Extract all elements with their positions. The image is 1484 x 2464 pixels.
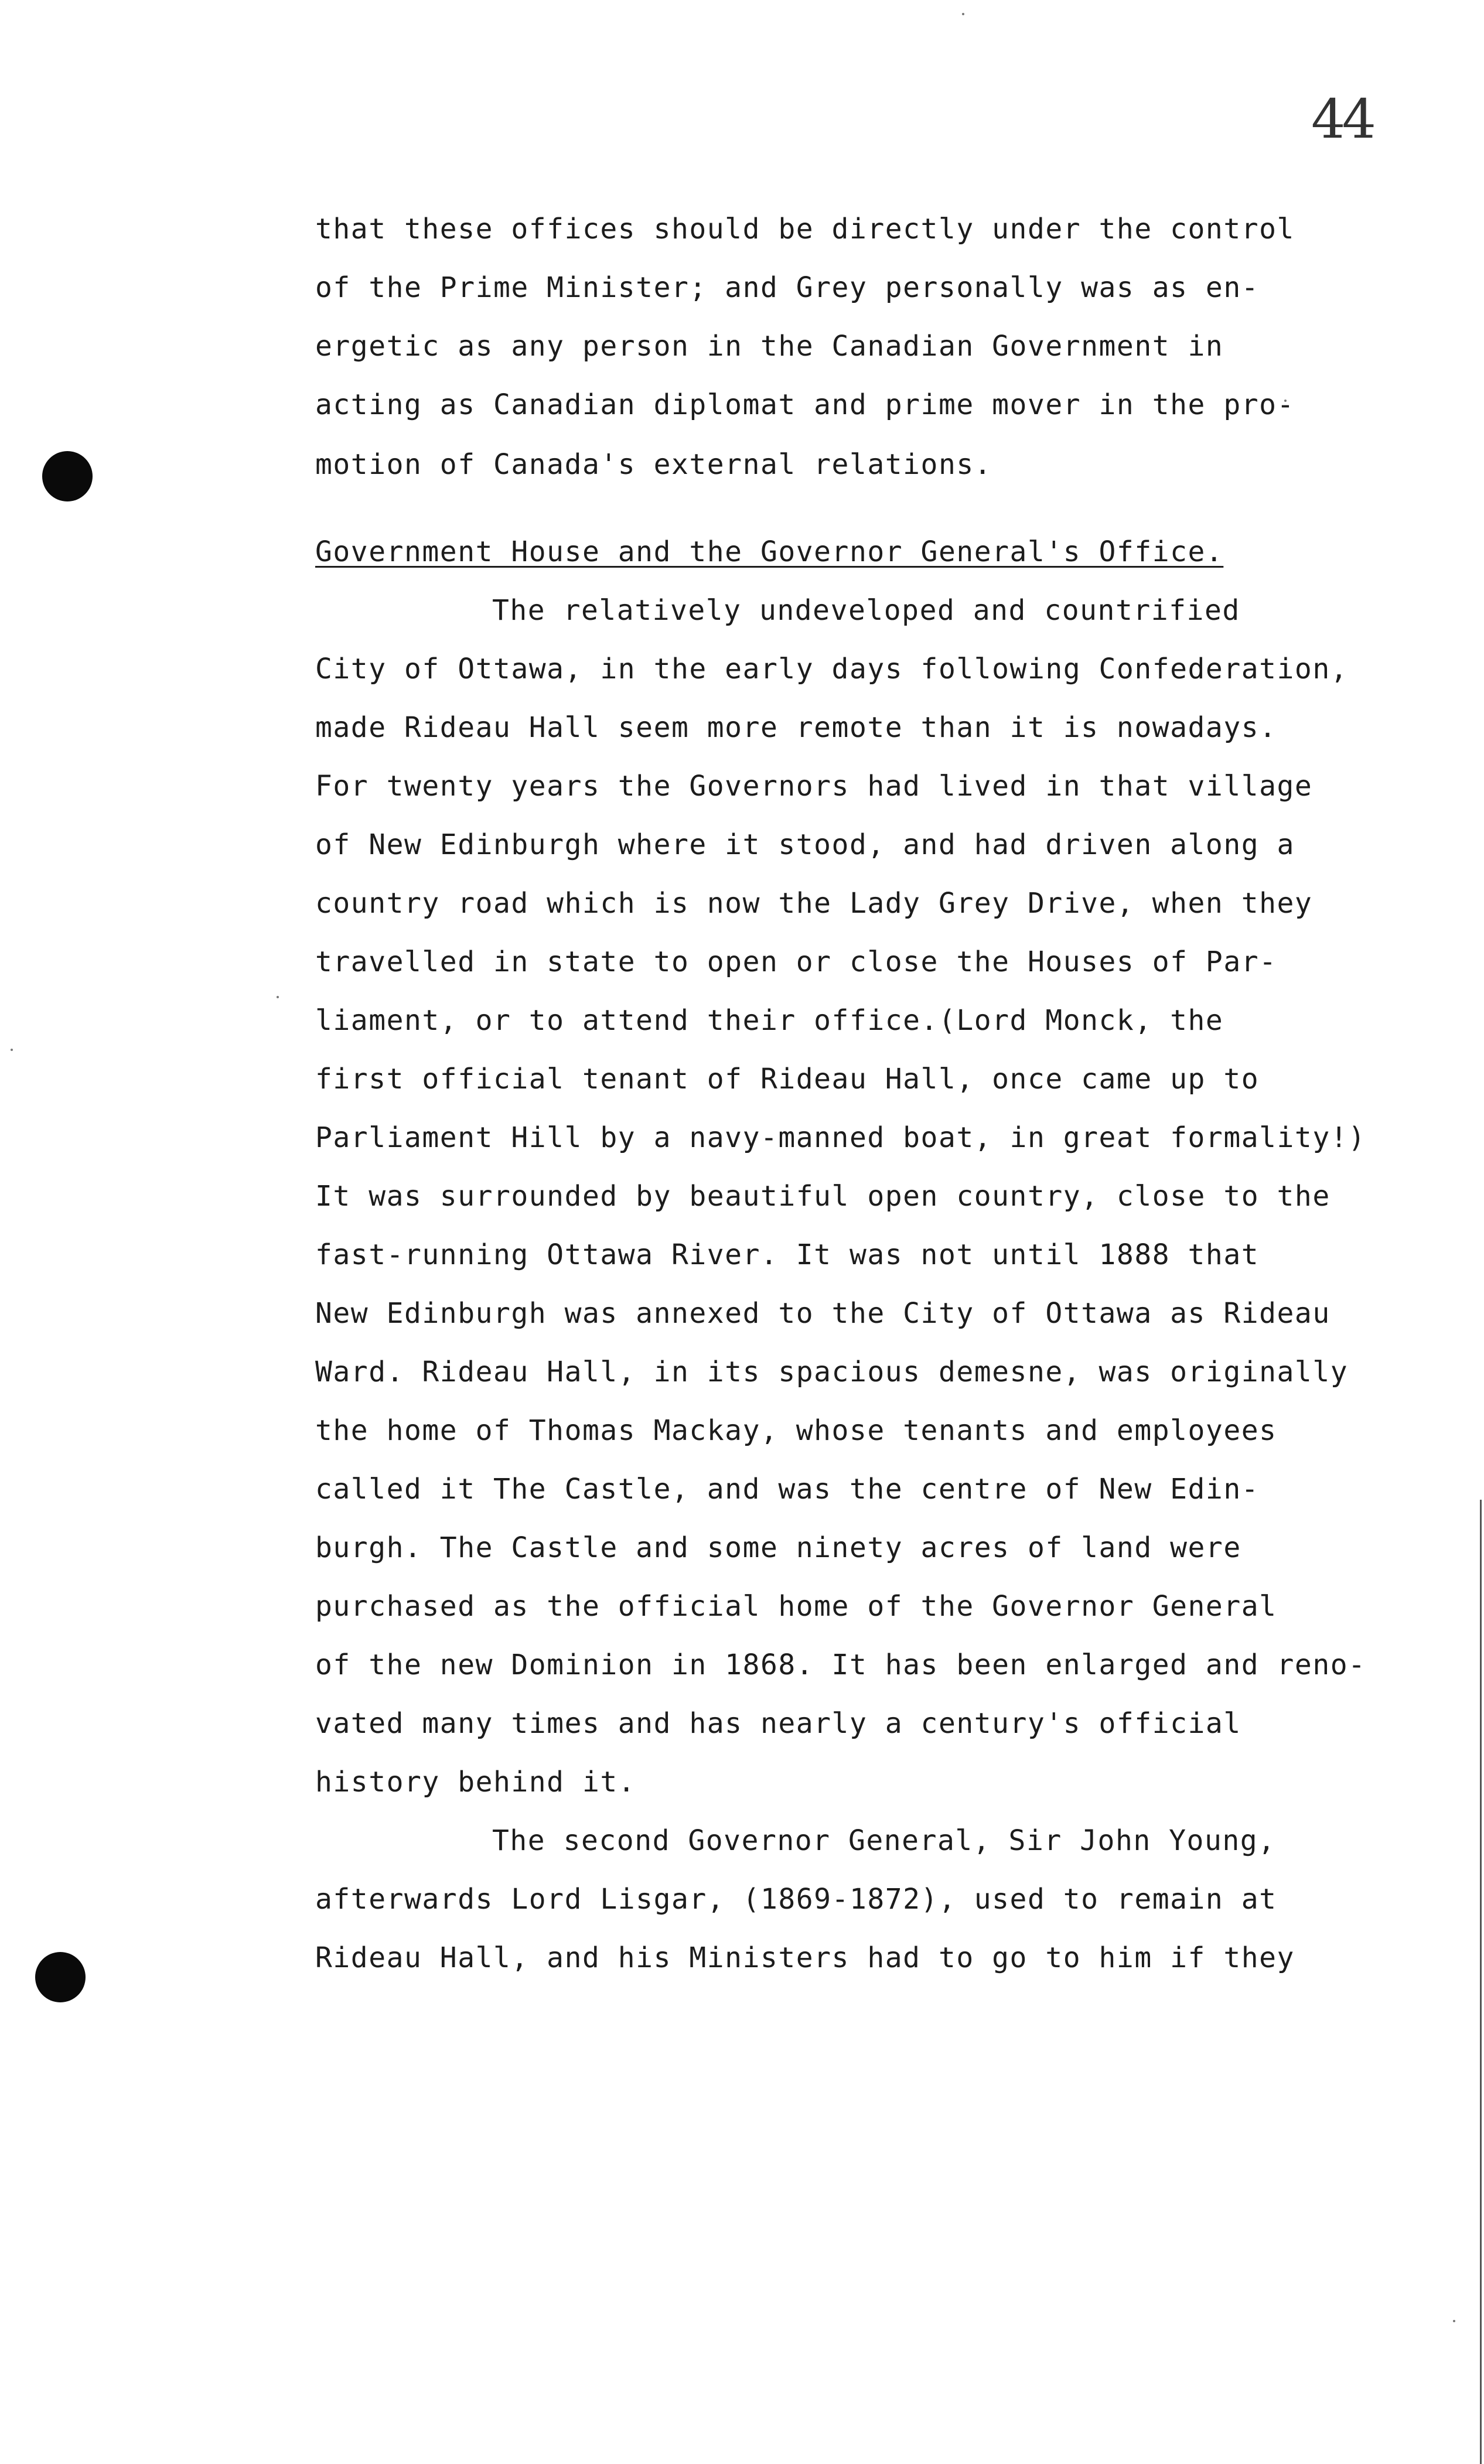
text-line: first official tenant of Rideau Hall, once came up to [315, 1063, 1260, 1096]
text-line: burgh. The Castle and some ninety acres of land were [315, 1531, 1241, 1564]
text-line: ergetic as any person in the Canadian Government in [315, 330, 1224, 363]
text-line: of the Prime Minister; and Grey personally was as en- [315, 271, 1260, 304]
text-line: For twenty years the Governors had lived in that village [315, 770, 1313, 803]
section-heading: Government House and the Governor General's Office. [315, 535, 1224, 568]
paper-speck [11, 1049, 13, 1051]
paper-speck [1453, 2320, 1455, 2322]
text-line: of the new Dominion in 1868. It has been enlarged and reno- [315, 1649, 1366, 1681]
text-line: the home of Thomas Mackay, whose tenants and employees [315, 1414, 1277, 1447]
text-line: made Rideau Hall seem more remote than it is nowadays. [315, 711, 1277, 744]
paragraph-first-line: The relatively undeveloped and countrified [492, 594, 1240, 627]
text-line: fast-running Ottawa River. It was not until 1888 that [315, 1238, 1260, 1271]
scan-edge-line [1480, 1500, 1482, 2464]
text-line: motion of Canada's external relations. [315, 448, 992, 481]
punch-hole-top [42, 451, 93, 501]
text-line: acting as Canadian diplomat and prime mover in the pro- [315, 388, 1295, 421]
text-line: Parliament Hill by a navy-manned boat, in great formality!) [315, 1121, 1366, 1154]
text-line: travelled in state to open or close the Houses of Par- [315, 946, 1277, 978]
paper-speck [277, 996, 279, 998]
text-line: of New Edinburgh where it stood, and had driven along a [315, 828, 1295, 861]
page-number: 44 [1311, 88, 1373, 151]
text-line: history behind it. [315, 1766, 636, 1798]
punch-hole-bottom [35, 1952, 86, 2002]
text-line: vated many times and has nearly a century's official [315, 1707, 1241, 1740]
text-line: Ward. Rideau Hall, in its spacious demesne, was originally [315, 1356, 1349, 1388]
text-line: called it The Castle, and was the centre of New Edin- [315, 1473, 1260, 1506]
text-line: afterwards Lord Lisgar, (1869-1872), used to remain at [315, 1883, 1277, 1916]
text-line: New Edinburgh was annexed to the City of Ottawa as Rideau [315, 1297, 1331, 1330]
text-line: City of Ottawa, in the early days following Confederation, [315, 653, 1349, 685]
paper-speck [962, 13, 964, 15]
paragraph-first-line: The second Governor General, Sir John Young, [492, 1824, 1276, 1857]
text-line: Rideau Hall, and his Ministers had to go to him if they [315, 1941, 1295, 1974]
text-line: It was surrounded by beautiful open country, close to the [315, 1180, 1331, 1213]
text-line: that these offices should be directly under the control [315, 213, 1295, 245]
text-line: purchased as the official home of the Governor General [315, 1590, 1277, 1623]
text-line: country road which is now the Lady Grey Drive, when they [315, 887, 1313, 920]
text-line: liament, or to attend their office.(Lord Monck, the [315, 1004, 1224, 1037]
